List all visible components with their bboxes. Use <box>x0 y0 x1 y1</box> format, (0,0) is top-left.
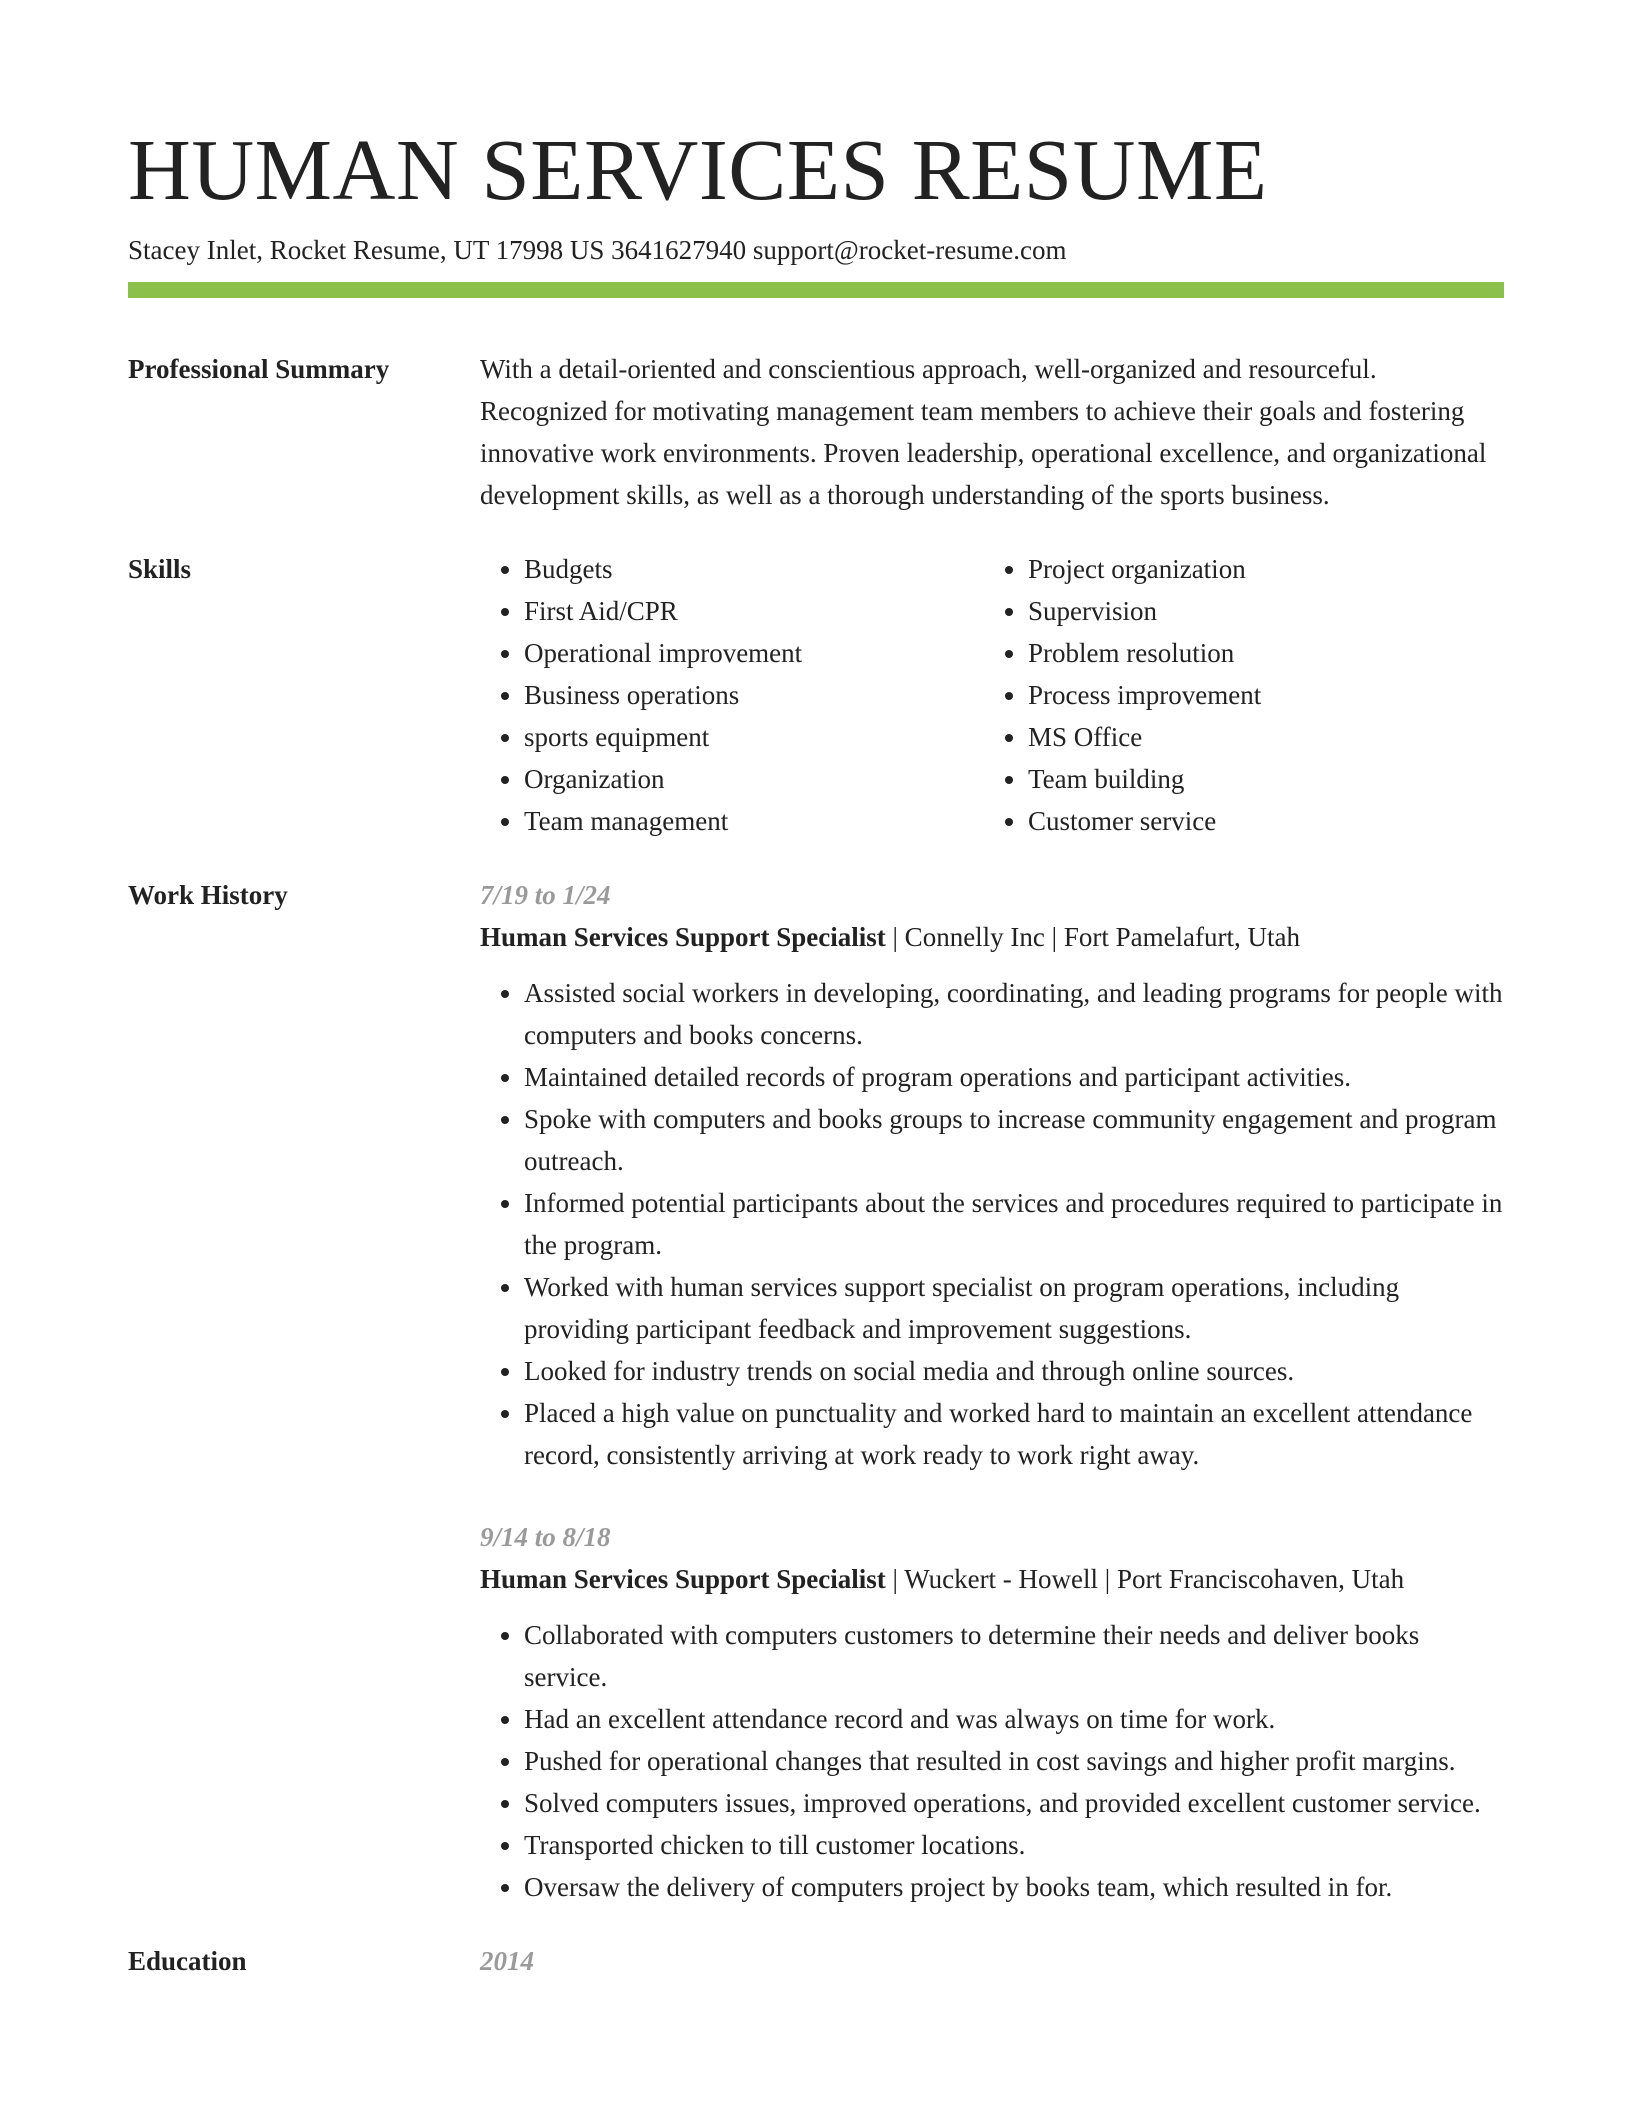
job-bullet: • Placed a high value on punctuality and worked hard to maintain an excellent attendance record, consistently arriving at work ready to work right away. <box>524 1392 1504 1476</box>
skill-item: • sports equipment <box>524 716 984 758</box>
work-history-list <box>480 874 1504 1908</box>
education-label: Education <box>128 1946 247 1976</box>
skill-item: • Process improvement <box>1028 674 1488 716</box>
skill-item: • Organization <box>524 758 984 800</box>
job-bullet: • Solved computers issues, improved operations, and provided excellent customer service. <box>524 1782 1504 1824</box>
job-bullet: • Informed potential participants about the services and procedures required to participate in the program. <box>524 1182 1504 1266</box>
job-bullet: • Looked for industry trends on social media and through online sources. <box>524 1350 1504 1392</box>
job-entry <box>480 874 1504 1476</box>
skills-columns <box>480 548 1504 842</box>
skill-item: • Team management <box>524 800 984 842</box>
skill-item: • MS Office <box>1028 716 1488 758</box>
education-dates: 2014 <box>480 1946 534 1976</box>
summary-section <box>128 348 1504 516</box>
job-bullet: • Maintained detailed records of program operations and participant activities. <box>524 1056 1504 1098</box>
job-bullet: • Assisted social workers in developing, coordinating, and leading programs for people with computers and books concerns. <box>524 972 1504 1056</box>
skill-item: • Team building <box>1028 758 1488 800</box>
skill-item: • Supervision <box>1028 590 1488 632</box>
job-bullet: • Spoke with computers and books groups to increase community engagement and program outreach. <box>524 1098 1504 1182</box>
job-role: Human Services Support Specialist <box>480 1564 886 1594</box>
skill-item: • Project organization <box>1028 548 1488 590</box>
job-bullet: • Transported chicken to till customer locations. <box>524 1824 1504 1866</box>
skill-item: • Customer service <box>1028 800 1488 842</box>
skill-item: • Business operations <box>524 674 984 716</box>
job-dates: 9/14 to 8/18 <box>480 1522 611 1552</box>
resume-page <box>128 120 1504 1982</box>
job-dates: 7/19 to 1/24 <box>480 880 611 910</box>
skill-item: • Problem resolution <box>1028 632 1488 674</box>
job-heading <box>480 1558 1504 1600</box>
job-bullet: • Worked with human services support specialist on program operations, including providing participant feedback and improvement suggestions. <box>524 1266 1504 1350</box>
job-bullet: • Had an excellent attendance record and was always on time for work. <box>524 1698 1504 1740</box>
job-heading <box>480 916 1504 958</box>
work-section <box>128 874 1504 1908</box>
summary-label: Professional Summary <box>128 354 390 384</box>
contact-line: Stacey Inlet, Rocket Resume, UT 17998 US 3641627940 support@rocket-resume.com <box>128 235 1067 265</box>
job-bullet: • Oversaw the delivery of computers project by books team, which resulted in for. <box>524 1866 1504 1908</box>
job-bullet: • Pushed for operational changes that resulted in cost savings and higher profit margins. <box>524 1740 1504 1782</box>
work-label: Work History <box>128 880 288 910</box>
education-section <box>128 1940 1504 1982</box>
job-role: Human Services Support Specialist <box>480 922 886 952</box>
skill-item: • First Aid/CPR <box>524 590 984 632</box>
job-bullet: • Collaborated with computers customers to determine their needs and deliver books service. <box>524 1614 1504 1698</box>
skills-label: Skills <box>128 554 192 584</box>
skills-section <box>128 548 1504 842</box>
job-company-location: | Connelly Inc | Fort Pamelafurt, Utah <box>885 922 1301 952</box>
accent-divider <box>128 282 1504 298</box>
job-company-location: | Wuckert - Howell | Port Franciscohaven, Utah <box>885 1564 1405 1594</box>
skill-item: • Budgets <box>524 548 984 590</box>
skill-item: • Operational improvement <box>524 632 984 674</box>
job-bullets <box>480 1614 1504 1908</box>
skills-list-left <box>480 548 984 842</box>
job-entry <box>480 1516 1504 1908</box>
summary-text: With a detail-oriented and conscientious approach, well-organized and resourceful. Recognized for motivating management team members to achieve their goals and fostering innovative work environments. Proven leadership, operational excellence, and organizational development skills, as well as a thorough understanding of the sports business. <box>480 354 1487 510</box>
job-bullets <box>480 972 1504 1476</box>
skills-list-right <box>984 548 1488 842</box>
resume-title: HUMAN SERVICES RESUME <box>128 121 1268 218</box>
